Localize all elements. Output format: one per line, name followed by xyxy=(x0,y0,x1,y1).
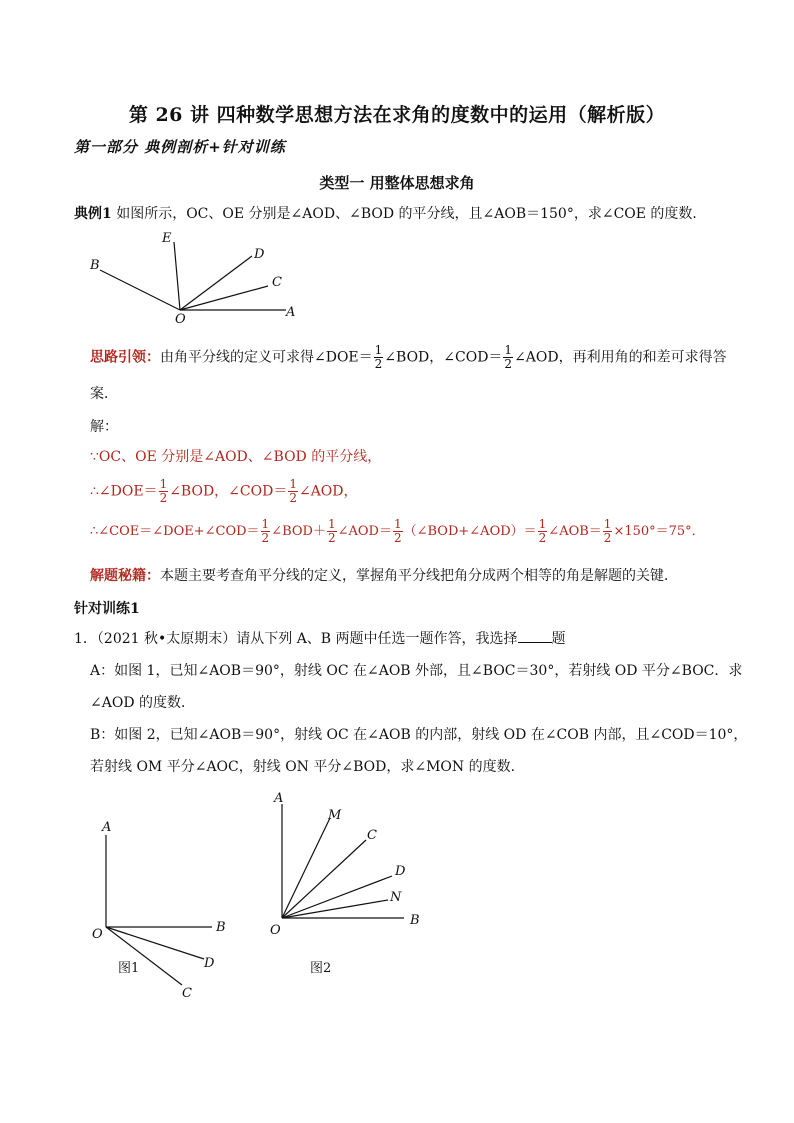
label-b: B xyxy=(90,258,100,273)
fraction-den: 2 xyxy=(289,491,297,505)
solution-line-3-d: （∠BOD+∠AOD）＝ xyxy=(403,524,537,539)
fig2-label-c: C xyxy=(367,828,377,843)
example1-figure xyxy=(80,228,310,328)
label-e: E xyxy=(162,231,172,246)
solution-label: 解： xyxy=(90,419,118,435)
fig1-ray-od xyxy=(106,927,204,959)
fig2-label-n: N xyxy=(390,890,402,905)
fig1-label-a: A xyxy=(102,820,112,835)
ray-oe xyxy=(174,242,180,310)
fraction xyxy=(603,518,613,545)
fraction-den: 2 xyxy=(504,357,513,371)
hint-label: 思路引领： xyxy=(90,349,160,366)
secret-label: 解题秘籍： xyxy=(90,568,160,584)
option-a-line-1: A：如图 1，已知∠AOB＝90°，射线 OC 在∠AOB 外部，且∠BOC＝30°，若射线 OD 平分∠BOC．求 xyxy=(90,663,743,679)
solution-line-3 xyxy=(90,518,705,545)
fraction-num: 1 xyxy=(261,517,270,531)
type-heading: 类型一 用整体思想求角 xyxy=(319,174,475,192)
fig1-ray-oc xyxy=(106,927,182,985)
option-b-line-1: B：如图 2，已知∠AOB＝90°，射线 OC 在∠AOB 的内部，射线 OD 在∠COB 内部，且∠COD＝10°， xyxy=(90,727,748,743)
question-1-tail: 题 xyxy=(551,631,566,647)
question-1-head: 1．（2021 秋•太原期末）请从下列 A、B 两题中任选一题作答，我选择 xyxy=(74,631,518,647)
fig2-label-a: A xyxy=(274,791,284,806)
fig1-label-c: C xyxy=(182,986,192,1001)
label-o: O xyxy=(175,312,186,327)
fig2-label-d: D xyxy=(395,864,406,879)
fraction xyxy=(288,478,298,505)
ray-ob xyxy=(100,270,180,310)
fraction-den: 2 xyxy=(159,491,168,505)
hint-line-2: 案． xyxy=(90,386,118,402)
solution-line-2 xyxy=(90,478,358,505)
fraction-num: 1 xyxy=(374,343,383,357)
fraction-den: 2 xyxy=(538,531,547,545)
option-a-line-2: ∠AOD 的度数． xyxy=(90,695,195,711)
hint-text-a: 由角平分线的定义可求得∠DOE＝ xyxy=(160,349,373,366)
hint-line xyxy=(90,344,727,371)
solution-line-3-e: ∠AOB＝ xyxy=(548,524,602,539)
fraction-num: 1 xyxy=(603,517,612,531)
fig1-label-b: B xyxy=(216,920,226,935)
example1-label: 典例1 xyxy=(74,206,112,222)
fig1-label-o: O xyxy=(92,927,103,942)
fraction-num: 1 xyxy=(393,517,402,531)
example1-statement xyxy=(74,203,706,223)
hint-text-c: ∠AOD，再利用角的和差可求得答 xyxy=(514,349,727,366)
fraction-den: 2 xyxy=(261,531,270,545)
label-d: D xyxy=(254,247,265,262)
fraction xyxy=(538,518,548,545)
fig2-label-b: B xyxy=(410,913,420,928)
fraction xyxy=(374,344,384,371)
solution-line-3-c: ∠AOD＝ xyxy=(337,524,392,539)
fig2-caption: 图2 xyxy=(310,961,332,976)
solution-line-2-c: ∠AOD， xyxy=(298,483,358,500)
fraction-num: 1 xyxy=(289,477,297,491)
fig1-label-d: D xyxy=(204,956,215,971)
ray-od xyxy=(180,256,252,310)
solution-line-1: ∵OC、OE 分别是∠AOD、∠BOD 的平分线， xyxy=(90,449,382,465)
fraction-num: 1 xyxy=(504,343,513,357)
solution-line-2-a: ∴∠DOE＝ xyxy=(90,483,158,500)
question-1 xyxy=(74,628,566,648)
fraction xyxy=(393,518,403,545)
figure-1 xyxy=(86,815,246,1005)
solution-line-3-a: ∴∠COE＝∠DOE+∠COD＝ xyxy=(90,524,260,539)
secret-text: 本题主要考查角平分线的定义，掌握角平分线把角分成两个相等的角是解题的关键． xyxy=(160,568,678,584)
part-heading: 第一部分 典例剖析+针对训练 xyxy=(74,138,286,156)
page-title: 第 26 讲 四种数学思想方法在求角的度数中的运用（解析版） xyxy=(128,104,666,126)
fraction xyxy=(503,344,513,371)
example1-text: 如图所示，OC、OE 分别是∠AOD、∠BOD 的平分线，且∠AOB＝150°，求∠COE 的度数． xyxy=(116,206,707,222)
option-b-line-2: 若射线 OM 平分∠AOC，射线 ON 平分∠BOD，求∠MON 的度数． xyxy=(90,759,525,775)
figure-2 xyxy=(262,786,432,982)
label-c: C xyxy=(272,275,282,290)
solution-line-3-f: ×150°＝75°． xyxy=(613,524,705,539)
fraction xyxy=(327,518,337,545)
training-heading: 针对训练1 xyxy=(74,601,140,617)
secret-line xyxy=(90,565,678,585)
answer-blank[interactable] xyxy=(518,630,552,643)
fraction-den: 2 xyxy=(327,531,336,545)
fig2-label-m: M xyxy=(328,808,342,823)
label-a: A xyxy=(286,305,296,320)
fraction-num: 1 xyxy=(159,477,168,491)
fig2-label-o: O xyxy=(270,923,281,938)
fig1-caption: 图1 xyxy=(118,961,140,976)
fraction xyxy=(261,518,271,545)
fraction-den: 2 xyxy=(603,531,612,545)
fraction-num: 1 xyxy=(538,517,547,531)
fraction-den: 2 xyxy=(393,531,402,545)
fraction xyxy=(159,478,169,505)
solution-line-2-b: ∠BOD，∠COD＝ xyxy=(169,483,288,500)
fraction-num: 1 xyxy=(327,517,336,531)
ray-oc xyxy=(180,286,268,310)
hint-text-b: ∠BOD，∠COD＝ xyxy=(384,349,503,366)
fraction-den: 2 xyxy=(374,357,383,371)
solution-line-3-b: ∠BOD＋ xyxy=(271,524,326,539)
